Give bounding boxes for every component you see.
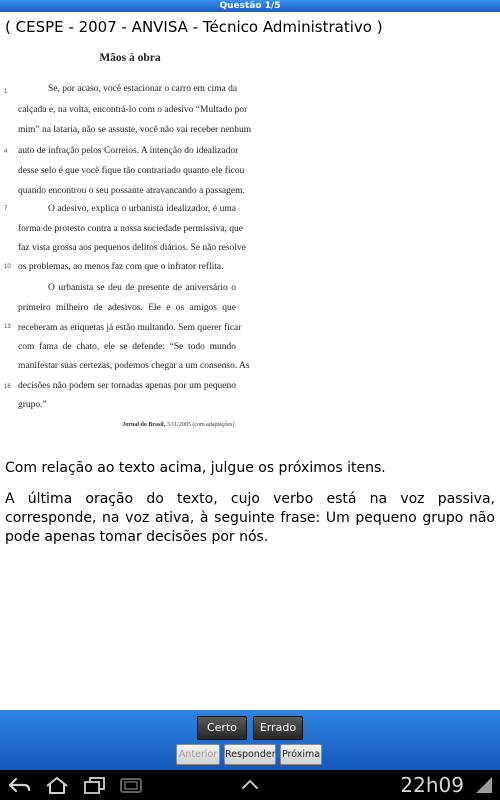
article-line: auto de infração pelos Correios. A intenção do idealizador bbox=[18, 146, 239, 156]
responder-button[interactable]: Responder bbox=[224, 744, 276, 765]
recent-apps-icon[interactable] bbox=[82, 775, 108, 795]
article-line: primeiro milheiro de adesivos. Ele e os amigos que bbox=[18, 303, 236, 313]
status-clock: 22h09 bbox=[400, 773, 464, 797]
article-line: quando encontrou o seu possante atravancando a passagem. bbox=[18, 186, 245, 196]
article-line: mim” na lataria, não se assuste, você não vai receber nenhum bbox=[18, 125, 252, 135]
article-line: calçada e, na volta, encontrá-lo com o adesivo “Multado por bbox=[18, 105, 248, 115]
line-number: 13 bbox=[4, 324, 11, 330]
article-image bbox=[0, 44, 500, 444]
article-line: receberam as etiquetas já estão multando. Sem querer ficar bbox=[18, 323, 242, 333]
title-bar bbox=[0, 0, 500, 12]
article-line: decisões não podem ser tomadas apenas por um pequeno bbox=[18, 381, 236, 391]
article-credit bbox=[122, 422, 236, 428]
system-nav-bar bbox=[0, 770, 500, 800]
article-line: grupo.” bbox=[18, 400, 47, 410]
wifi-signal-icon bbox=[474, 776, 494, 794]
home-icon[interactable] bbox=[44, 775, 70, 795]
question-prompt: Com relação ao texto acima, julgue os próximos itens. bbox=[5, 460, 386, 476]
line-number: 16 bbox=[4, 384, 11, 390]
article-line: Se, por acaso, você estacionar o carro em cima da bbox=[48, 84, 238, 94]
article-line: os problemas, ao menos faz com que o infrator reflita. bbox=[18, 262, 224, 272]
article-line: faz vista grossa aos pequenos delitos diários. Se não resolve bbox=[18, 243, 246, 253]
anterior-button[interactable]: Anterior bbox=[176, 744, 220, 765]
question-statement: A última oração do texto, cujo verbo está na voz passiva, corresponde, na voz ativa, à seguinte frase: Um pequeno grupo não pode apenas tomar decisões por nós. bbox=[5, 491, 495, 545]
back-icon[interactable] bbox=[6, 775, 32, 795]
article-line: desse selo é que você fique tão contrariado quanto ele ficou bbox=[18, 166, 245, 176]
credit-source: Jornal do Brasil, bbox=[122, 422, 166, 428]
article-line: O adesivo, explica o urbanista idealizador, é uma bbox=[48, 204, 236, 214]
article-line: O urbanista se deu de presente de aniversário o bbox=[48, 283, 236, 293]
certo-button[interactable]: Certo bbox=[197, 716, 247, 740]
proxima-button[interactable]: Próxima bbox=[280, 744, 322, 765]
question-source: ( CESPE - 2007 - ANVISA - Técnico Administrativo ) bbox=[5, 18, 383, 36]
article-line: forma de protesto contra a nossa sociedade permissiva, que bbox=[18, 224, 244, 234]
article-line: com fama de chato, ele se defende: “Se todo mundo bbox=[18, 342, 236, 352]
screenshot-icon[interactable] bbox=[118, 775, 144, 795]
credit-date: 3/11/2005 (com adaptações). bbox=[166, 422, 236, 428]
line-number: 1 bbox=[4, 89, 8, 95]
line-number: 10 bbox=[4, 264, 11, 270]
article-title: Mãos à obra bbox=[99, 52, 161, 64]
errado-button[interactable]: Errado bbox=[253, 716, 303, 740]
article-line: manifestar suas certezas, podemos chegar a um consenso. As bbox=[18, 361, 250, 371]
line-number: 4 bbox=[4, 149, 8, 155]
chevron-up-icon[interactable] bbox=[240, 775, 260, 795]
line-number: 7 bbox=[4, 206, 8, 212]
question-counter: Questão 1/5 bbox=[219, 1, 281, 11]
answer-panel bbox=[0, 710, 500, 770]
